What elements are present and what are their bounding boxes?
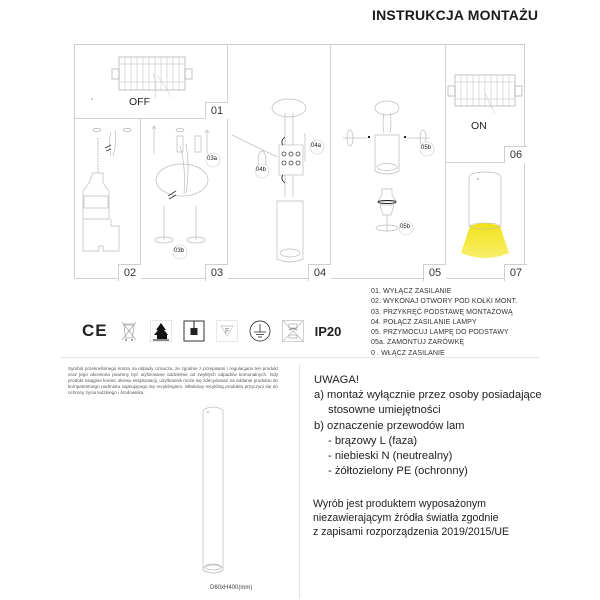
lamp-lit-icon — [445, 162, 526, 280]
lamp-dimension-drawing — [198, 405, 228, 585]
section-separator — [60, 357, 540, 358]
step-item: 0 . WŁĄCZ ZASILANIE — [371, 349, 445, 357]
callout-05b-top-label: 05b — [421, 145, 432, 151]
vertical-divider — [299, 364, 300, 598]
class-ii-icon — [183, 320, 205, 342]
step-item: 04. POŁĄCZ ZASILANIE LAMPY — [371, 318, 477, 326]
steps-list — [371, 287, 517, 359]
warning-line: b) oznaczenie przewodów lam — [314, 419, 465, 432]
panel-07 — [445, 162, 526, 280]
panel-04 — [227, 45, 330, 280]
disposal-note: Symbol przekreślonego kosza na odpady oznacza, że zgodnie z przepisami i regulacjami ten produkt oraz jego akcesoria powinny być utylizowane oddzielnie od zwykłych odpadów komunalnych. Gdy produkt osiągnie koniec okresu eksploatacji, użytkownik może się zdecydować na oddanie produktu do kompetentnego podmiotu zajmującego się recyklingiem. Właściwy recykling produktu przyczyni się do ochrony życia ludzkiego i środowiska. — [68, 366, 278, 395]
panel-03 — [140, 118, 227, 280]
callout-05b-bottom-label: 05b — [400, 224, 411, 230]
product-note — [313, 497, 509, 539]
callout-03a-label: 03a — [207, 156, 218, 162]
step-number-06: 06 — [504, 146, 527, 163]
ip-rating: IP20 — [314, 323, 342, 339]
step-number-07: 07 — [504, 264, 527, 281]
page-title: INSTRUKCJA MONTAŻU — [372, 7, 539, 23]
on-label: ON — [471, 120, 487, 132]
product-note-line: z zapisami rozporządzenia 2019/2015/UE — [313, 526, 510, 538]
attach-lamp-icon — [330, 45, 445, 280]
no-covering-icon — [282, 320, 304, 342]
wire-color-item: - żółtozielony PE (ochronny) — [328, 465, 468, 478]
step-number-01: 01 — [205, 102, 228, 119]
base-mounting-icon — [140, 118, 227, 280]
circuit-breaker-on-icon — [445, 45, 526, 162]
wiring-connection-icon — [227, 45, 330, 280]
panel-06 — [445, 45, 526, 162]
svg-text:F: F — [224, 328, 229, 335]
callout-04b-label: 04b — [256, 167, 267, 173]
step-number-03: 03 — [205, 264, 228, 281]
panel-02 — [75, 118, 140, 280]
callout-03b-label: 03b — [174, 248, 185, 254]
dimensions-label: D60xH400(mm) — [210, 585, 253, 591]
step-item: 03. PRZYKRĘĆ PODSTAWĘ MONTAŻOWĄ — [371, 308, 513, 316]
warning-line: a) montaż wyłącznie przez osoby posiadające — [314, 389, 542, 402]
step-item: 05. PRZYMOCUJ LAMPĘ DO PODSTAWY — [371, 329, 509, 337]
product-note-line: niezawierającym źródła światła zgodnie — [313, 512, 499, 524]
f-mark-icon — [216, 320, 238, 342]
drill-icon — [75, 118, 140, 280]
warning-block — [314, 373, 542, 479]
step-number-05: 05 — [423, 264, 446, 281]
wire-color-item: - niebieski N (neutrealny) — [328, 450, 453, 463]
step-number-04: 04 — [308, 264, 331, 281]
step-item: 02. WYKONAJ OTWORY POD KOŁKI MONT. — [371, 298, 518, 306]
warning-line: stosowne umiejętności — [328, 404, 441, 417]
ce-mark-icon: CE — [82, 321, 108, 340]
callout-04a-label: 04a — [311, 143, 322, 149]
off-label: OFF — [129, 96, 150, 108]
panel-05 — [330, 45, 445, 280]
step-number-02: 02 — [118, 264, 141, 281]
crossed-bin-icon — [119, 320, 139, 342]
wire-color-item: - brązowy L (faza) — [328, 434, 418, 447]
certification-icons — [82, 320, 341, 342]
instruction-grid — [74, 44, 525, 279]
earth-ground-icon — [249, 320, 271, 342]
step-item: 01. WYŁĄCZ ZASILANIE — [371, 288, 452, 295]
panel-01 — [75, 45, 227, 118]
warning-heading: UWAGA! — [314, 374, 359, 386]
product-note-line: Wyrób jest produktem wyposażonym — [313, 498, 487, 510]
indoor-use-icon — [150, 320, 172, 342]
step-item: 05a. ZAMONTUJ ŻARÓWKĘ — [371, 339, 465, 347]
